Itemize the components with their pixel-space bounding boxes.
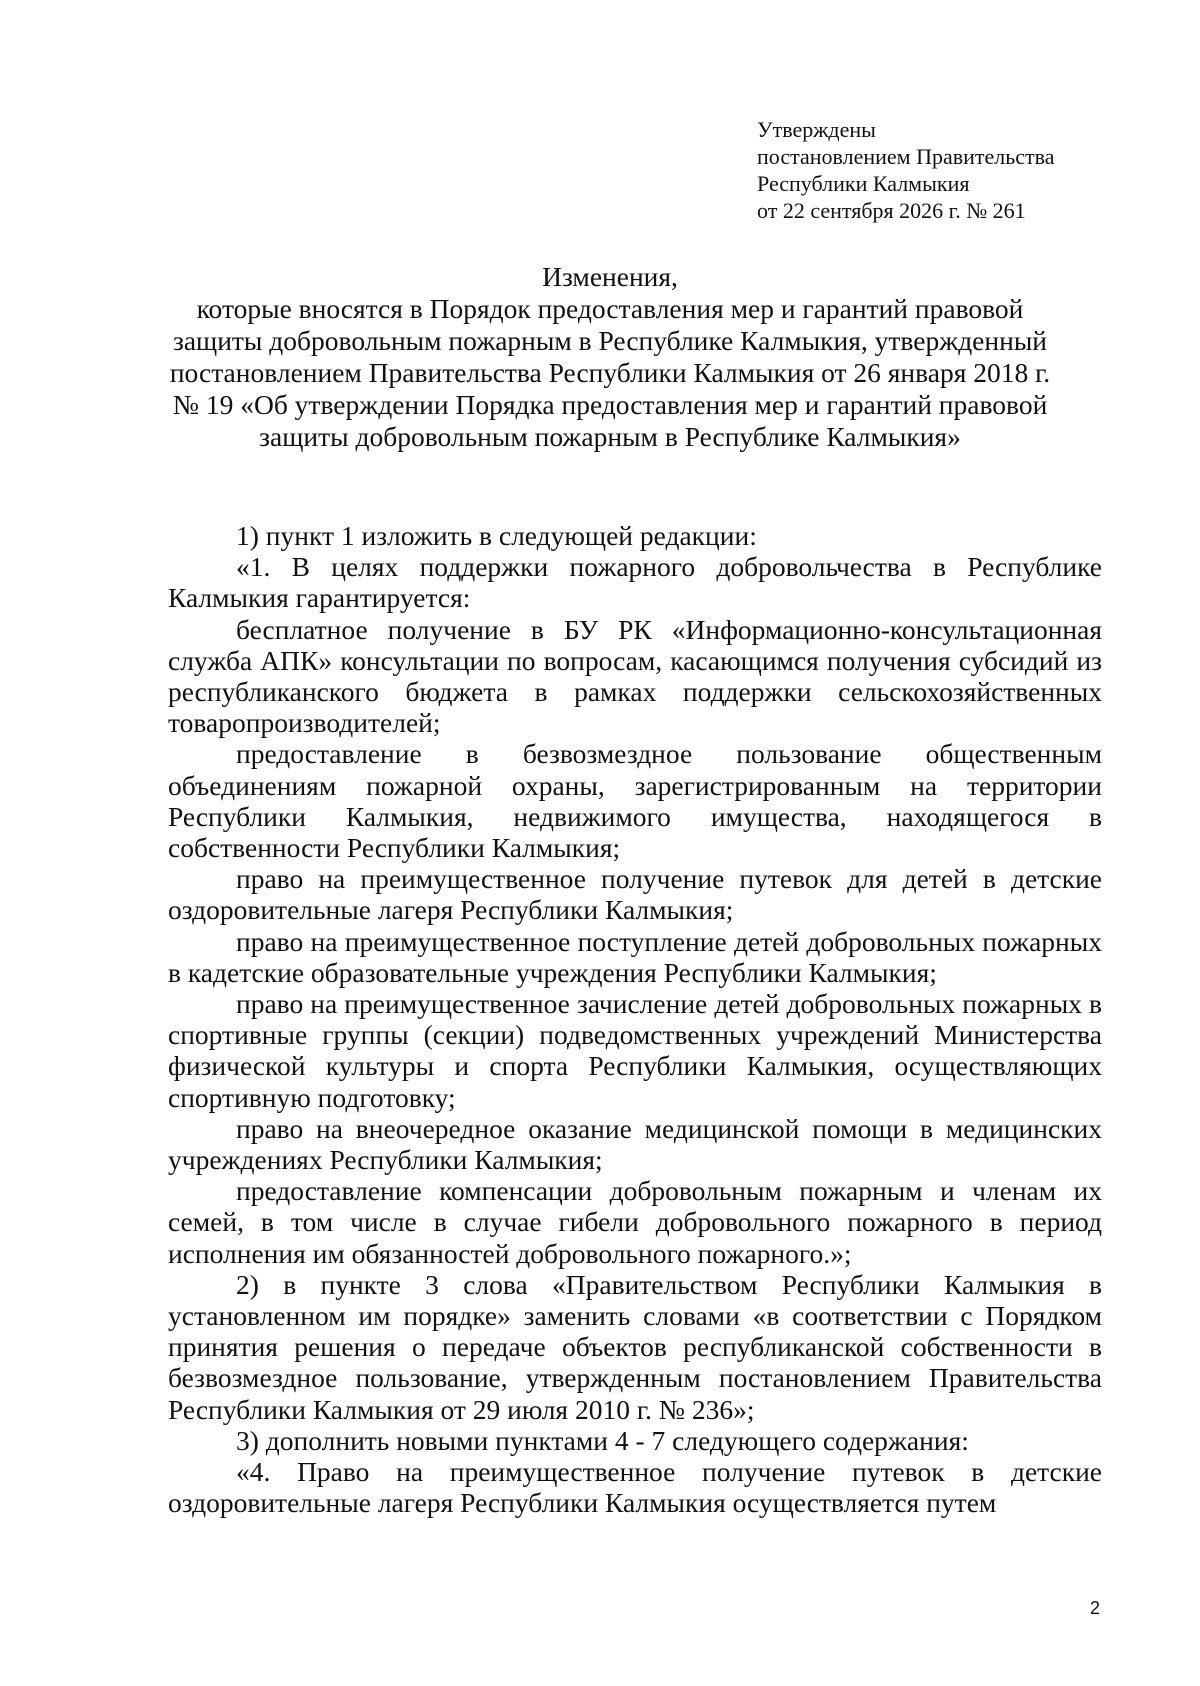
body-paragraph: «4. Право на преимущественное получение путевок в детские оздоровительные лагеря Республики Калмыкия осуществляется путем (168, 1456, 1102, 1519)
document-title (150, 261, 1070, 453)
body-paragraph: «1. В целях поддержки пожарного добровольчества в Республике Калмыкия гарантируется: (168, 551, 1102, 614)
title-line: защиты добровольным пожарным в Республике Калмыкия» (259, 421, 961, 452)
title-line: которые вносятся в Порядок предоставления мер и гарантий правовой (196, 293, 1024, 324)
body-paragraph: 2) в пункте 3 слова «Правительством Республики Калмыкия в установленном им порядке» заменить словами «в соответствии с Порядком принятия решения о передаче объектов республиканской собственности в безвозмездное пользование, утвержденным постановлением Правительства Республики Калмыкия от 29 июля 2010 г. № 236»; (168, 1268, 1102, 1425)
body-paragraph: предоставление компенсации добровольным пожарным и членам их семей, в том числе в случае гибели добровольного пожарного в период исполнения им обязанностей добровольного пожарного.»; (168, 1175, 1102, 1269)
page-number: 2 (1090, 1598, 1101, 1618)
approval-line: постановлением Правительства (757, 144, 1055, 169)
body-paragraph: право на преимущественное поступление детей добровольных пожарных в кадетские образовательные учреждения Республики Калмыкия; (168, 925, 1102, 988)
body-paragraph: бесплатное получение в БУ РК «Информационно-консультационная служба АПК» консультации по вопросам, касающимся получения субсидий из республиканского бюджета в рамках поддержки сельскохозяйственных товаропроизводителей; (168, 613, 1102, 739)
approval-line: Утверждены (757, 117, 876, 142)
body-paragraph: предоставление в безвозмездное пользование общественным объединениям пожарной охраны, зарегистрированным на территории Республики Калмыкия, недвижимого имущества, находящегося в собственности Республики Калмыкия; (168, 738, 1102, 864)
approval-stamp (757, 116, 1157, 224)
body-paragraph: право на преимущественное зачисление детей добровольных пожарных в спортивные группы (секции) подведомственных учреждений Министерства физической культуры и спорта Республики Калмыкия, осуществляющих спортивную подготовку; (168, 988, 1102, 1113)
approval-line: Республики Калмыкия (757, 171, 970, 196)
title-line: Изменения, (542, 261, 678, 292)
title-line: защиты добровольным пожарным в Республике Калмыкия, утвержденный (172, 325, 1048, 356)
body-paragraph: 3) дополнить новыми пунктами 4 - 7 следующего содержания: (236, 1424, 969, 1456)
body-paragraph: право на преимущественное получение путевок для детей в детские оздоровительные лагеря Республики Калмыкия; (168, 863, 1102, 926)
title-line: постановлением Правительства Республики Калмыкия от 26 января 2018 г. (169, 357, 1051, 388)
body-paragraph: 1) пункт 1 изложить в следующей редакции: (236, 520, 757, 551)
body-paragraph: право на внеочередное оказание медицинской помощи в медицинских учреждениях Республики Калмыкия; (168, 1112, 1102, 1176)
document-body (168, 520, 1102, 1519)
approval-line: от 22 сентября 2026 г. № 261 (757, 198, 1026, 223)
title-line: № 19 «Об утверждении Порядка предоставления мер и гарантий правовой (172, 389, 1048, 420)
